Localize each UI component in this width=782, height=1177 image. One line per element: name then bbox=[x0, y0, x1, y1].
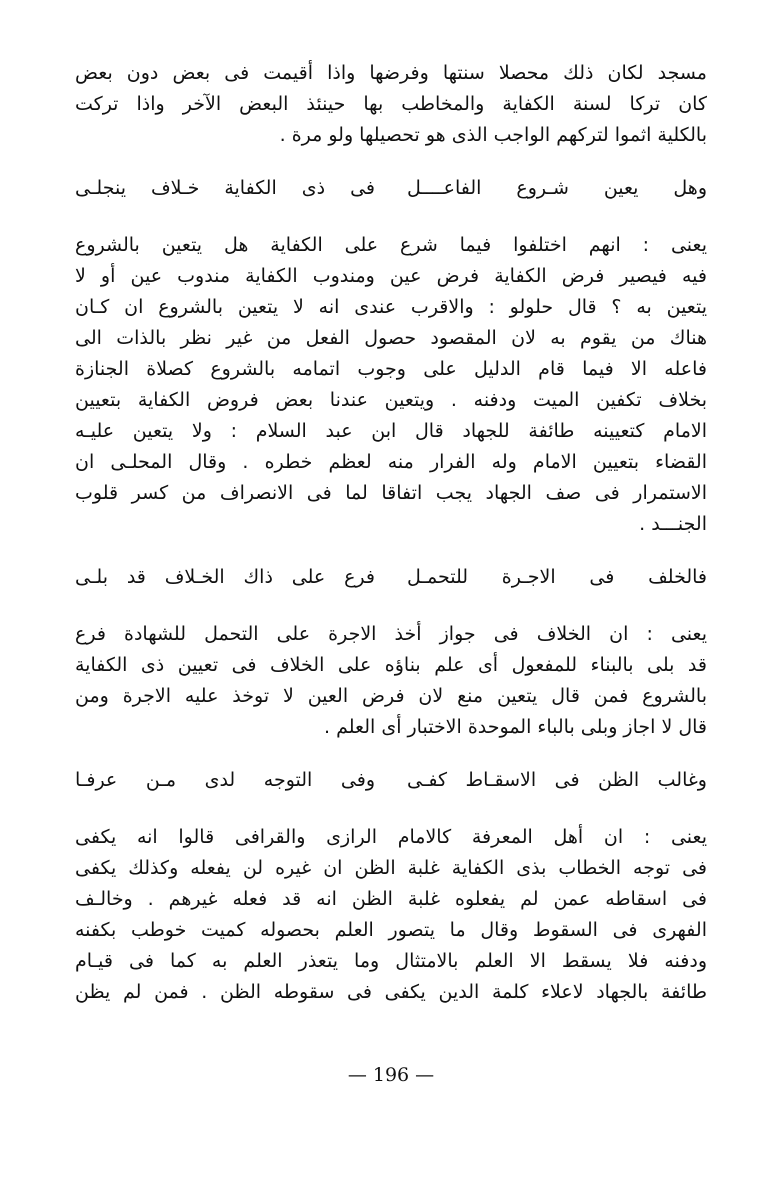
verse-first-hemistich: وغالب الظن فى الاسقـاط كفـى bbox=[407, 769, 707, 791]
text-line: يتعين به ؟ قال حلولو : والاقرب عندى انه لا يتعين بالشروع ان كـان bbox=[75, 296, 707, 318]
verse-1 bbox=[75, 173, 707, 204]
text-line: فى اسقاطه عمن لم يفعلوه غلبة الظن انه قد فعله غيرهم . وخالـف bbox=[75, 888, 707, 910]
page-number: — 196 — bbox=[347, 1064, 435, 1086]
text-line: فيه فيصير فرض الكفاية فرض عين ومندوب الكفاية مندوب عين أو لا bbox=[75, 265, 707, 287]
text-line: يعنى : ان الخلاف فى جواز أخذ الاجرة على التحمل للشهادة فرع bbox=[75, 623, 707, 645]
text-line: مسجد لكان ذلك محصلا سنتها وفرضها واذا أقيمت فى بعض دون بعض bbox=[75, 62, 707, 84]
text-line: يعنى : انهم اختلفوا فيما شرع على الكفاية هل يتعين بالشروع bbox=[75, 234, 707, 256]
text-line: الجنـــد . bbox=[639, 513, 707, 535]
text-line: الاستمرار فى صف الجهاد يجب اتفاقا لما فى الانصراف من كسر قلوب bbox=[75, 482, 707, 504]
verse-first-hemistich: فالخلف فى الاجـرة للتحمـل bbox=[407, 566, 707, 588]
verse-second-hemistich: فرع على ذاك الخـلاف قد بلـى bbox=[75, 566, 375, 588]
verse-second-hemistich: فى ذى الكفاية خـلاف ينجلـى bbox=[75, 177, 375, 199]
text-line: بالكلية اثموا لتركهم الواجب الذى هو تحصيلها ولو مرة . bbox=[279, 124, 707, 146]
text-line: القضاء بتعيين الامام وله الفرار منه لعظم خطره . وقال المحلـى ان bbox=[75, 451, 707, 473]
text-line: قال لا اجاز وبلى بالباء الموحدة الاختبار أى العلم . bbox=[324, 716, 707, 738]
verse-second-hemistich: وفى التوجه لدى مـن عرفـا bbox=[75, 769, 375, 791]
text-line: الامام كتعيينه طائفة للجهاد قال ابن عبد السلام : ولا يتعين عليـه bbox=[75, 420, 707, 442]
verse-2 bbox=[75, 562, 707, 593]
text-line: يعنى : ان أهل المعرفة كالامام الرازى والقرافى قالوا انه يكفى bbox=[75, 826, 707, 848]
paragraph-3 bbox=[75, 619, 707, 743]
text-line: كان تركا لسنة الكفاية والمخاطب بها حينئذ البعض الآخر واذا تركت bbox=[75, 93, 707, 115]
text-line: بالشروع فمن قال يتعين منع لان فرض العين لا توخذ عليه الاجرة ومن bbox=[75, 685, 707, 707]
text-line: طائفة بالجهاد لاعلاء كلمة الدين يكفى فى سقوطه الظن . فمن لم يظن bbox=[75, 981, 707, 1003]
paragraph-2 bbox=[75, 230, 707, 540]
text-line: بخلاف تكفين الميت ودفنه . ويتعين عندنا بعض فروض الكفاية بتعيين bbox=[75, 389, 707, 411]
page-body bbox=[75, 58, 707, 1008]
text-line: الفهرى فى السقوط وقال ما يتصور العلم بحصوله كميت خوطب بكفنه bbox=[75, 919, 707, 941]
text-line: فاعله الا فيما قام الدليل على وجوب اتمامه بالشروع كصلاة الجنازة bbox=[75, 358, 707, 380]
paragraph-1 bbox=[75, 58, 707, 151]
verse-first-hemistich: وهل يعين شـروع الفاعــــل bbox=[407, 177, 707, 199]
text-line: هناك من يقوم به لان المقصود حصول الفعل من غير نظر بالذات الى bbox=[75, 327, 707, 349]
text-line: فى توجه الخطاب بذى الكفاية غلبة الظن ان غيره لن يفعله وكذلك يكفى bbox=[75, 857, 707, 879]
text-line: ودفنه فلا يسقط الا العلم بالامتثال وما يتعذر العلم به كما فى قيـام bbox=[75, 950, 707, 972]
verse-3 bbox=[75, 765, 707, 796]
text-line: قد بلى بالبناء للمفعول أى علم بناؤه على الخلاف فى تعيين ذى الكفاية bbox=[75, 654, 707, 676]
paragraph-4 bbox=[75, 822, 707, 1008]
